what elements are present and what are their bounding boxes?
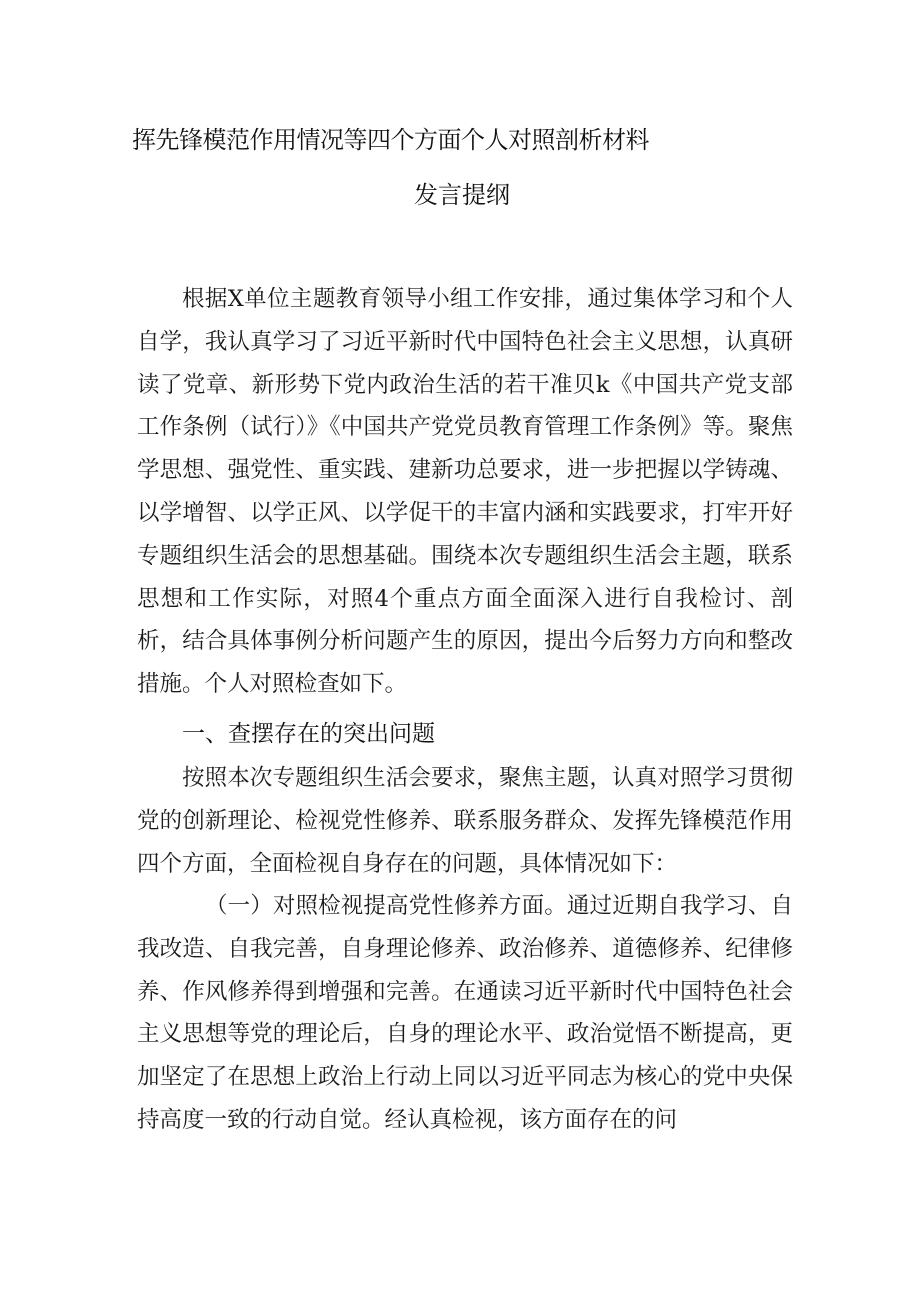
section-heading: 一、查摆存在的突出问题 bbox=[182, 721, 435, 747]
section-paragraph: 按照本次专题组织生活会要求，聚焦主题，认真对照学习贯彻党的创新理论、检视党性修养、联系服务群众、发挥先锋模范作用四个方面，全面检视自身存在的问题，具体情况如下： bbox=[137, 765, 793, 877]
document-title: 挥先锋模范作用情况等四个方面个人对照剖析材料 bbox=[132, 126, 649, 154]
document-subtitle: 发言提纲 bbox=[414, 181, 510, 209]
intro-paragraph: 根据X单位主题教育领导小组工作安排，通过集体学习和个人自学，我认真学习了习近平新时代中国特色社会主义思想，认真研读了党章、新形势下党内政治生活的若干准贝k《中国共产党支部工作条例（试行）》《中国共产党党员教育管理工作条例》等。聚焦学思想、强党性、重实践、建新功总要求，进一步把握以学铸魂、以学增智、以学正风、以学促干的丰富内涵和实践要求，打牢开好专题组织生活会的思想基础。围绕本次专题组织生活会主题，联系思想和工作实际，对照4个重点方面全面深入进行自我检讨、剖析，结合具体事例分析问题产生的原因，提出今后努力方向和整改措施。个人对照检查如下。 bbox=[137, 286, 793, 698]
subsection-paragraph: （一）对照检视提高党性修养方面。通过近期自我学习、自我改造、自我完善，自身理论修养、政治修养、道德修养、纪律修养、作风修养得到增强和完善。在通读习近平新时代中国特色社会主义思想等党的理论后，自身的理论水平、政治觉悟不断提高，更加坚定了在思想上政治上行动上同以习近平同志为核心的党中央保持高度一致的行动自觉。经认真检视，该方面存在的问 bbox=[137, 893, 793, 1133]
